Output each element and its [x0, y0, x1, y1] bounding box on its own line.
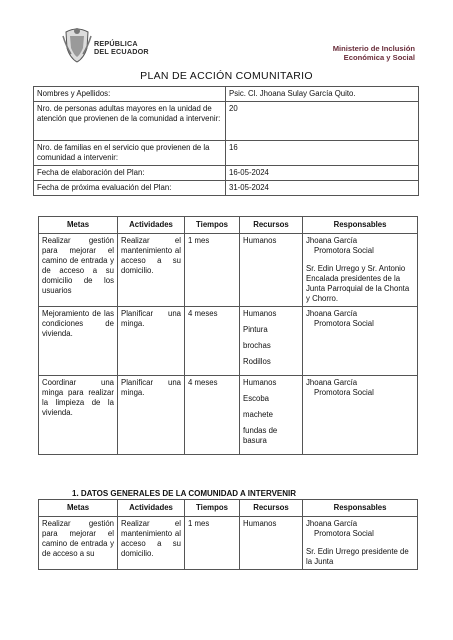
- header-metas: Metas: [39, 500, 118, 517]
- ministry-line-2: Económica y Social: [343, 53, 415, 62]
- document-title: PLAN DE ACCIÓN COMUNITARIO: [140, 70, 313, 82]
- meta-cell: Coordinar una minga para realizar la limpieza de la vivienda.: [39, 376, 118, 455]
- responsible-name: Jhoana García: [306, 519, 358, 528]
- plan-row: [39, 376, 418, 455]
- meta-cell: Realizar gestión para mejorar el camino de entrada y de acceso a su domicilio de los usuarios: [39, 234, 118, 307]
- page-header: [0, 0, 453, 68]
- meta-cell: Mejoramiento de las condiciones de vivienda.: [39, 307, 118, 376]
- responsible-role: Promotora Social: [314, 246, 374, 255]
- plan-header-row: [39, 217, 418, 234]
- community-plan-table: [38, 499, 418, 570]
- info-row: [34, 181, 419, 196]
- resources-cell: [240, 307, 303, 376]
- responsible-role: Promotora Social: [314, 529, 374, 538]
- info-row: [34, 166, 419, 181]
- action-plan-table: [38, 216, 418, 455]
- resource-item: Pintura: [243, 325, 268, 334]
- ministry-logo: [333, 44, 415, 62]
- responsible-other: Sr. Edin Urrego presidente de la Junta: [306, 547, 409, 566]
- responsible-other: Sr. Edin Urrego y Sr. Antonio Encalada presidentes de la Junta Parroquial de la Chonta y Chorro.: [306, 264, 410, 303]
- time-cell: 4 meses: [185, 307, 240, 376]
- info-label: Fecha de próxima evaluación del Plan:: [34, 181, 226, 196]
- resources-cell: Humanos: [240, 517, 303, 570]
- republic-logo: [62, 26, 152, 66]
- info-label: Nro. de familias en el servicio que provienen de la comunidad a intervenir:: [34, 141, 226, 166]
- info-value: 20: [226, 102, 419, 141]
- header-actividades: Actividades: [118, 217, 185, 234]
- coat-of-arms-icon: [62, 26, 92, 64]
- resource-item: brochas: [243, 341, 271, 350]
- header-metas: Metas: [39, 217, 118, 234]
- info-row: [34, 102, 419, 141]
- responsible-cell: [303, 517, 418, 570]
- meta-cell: Realizar gestión para mejorar el camino de entrada y de acceso a su: [39, 517, 118, 570]
- resources-cell: [240, 234, 303, 307]
- responsible-cell: [303, 307, 418, 376]
- header-responsables: Responsables: [303, 217, 418, 234]
- info-label: Fecha de elaboración del Plan:: [34, 166, 226, 181]
- resource-item: Humanos: [243, 378, 277, 387]
- responsible-name: Jhoana García: [306, 309, 358, 318]
- time-cell: 4 meses: [185, 376, 240, 455]
- resource-item: Humanos: [243, 309, 277, 318]
- republic-line-1: REPÚBLICA: [94, 39, 138, 48]
- plan-row: [39, 517, 418, 570]
- info-value: Psic. Cl. Jhoana Sulay García Quito.: [226, 87, 419, 102]
- info-value: 31-05-2024: [226, 181, 419, 196]
- resource-item: fundas de basura: [243, 426, 278, 445]
- time-cell: 1 mes: [185, 517, 240, 570]
- responsible-cell: [303, 234, 418, 307]
- ministry-line-1: Ministerio de Inclusión: [332, 44, 415, 53]
- header-tiempos: Tiempos: [185, 500, 240, 517]
- plan-row: [39, 234, 418, 307]
- info-row: [34, 87, 419, 102]
- plan-row: [39, 307, 418, 376]
- header-recursos: Recursos: [240, 500, 303, 517]
- activity-cell: Realizar el mantenimiento al acceso a su domicilio.: [118, 234, 185, 307]
- section-heading: 1. DATOS GENERALES DE LA COMUNIDAD A INTERVENIR: [72, 489, 297, 498]
- activity-cell: Planificar una minga.: [118, 307, 185, 376]
- responsible-name: Jhoana García: [306, 378, 358, 387]
- activity-cell: Planificar una minga.: [118, 376, 185, 455]
- responsible-role: Promotora Social: [314, 388, 374, 397]
- time-cell: 1 mes: [185, 234, 240, 307]
- info-label: Nombres y Apellidos:: [34, 87, 226, 102]
- plan-header-row: [39, 500, 418, 517]
- resources-cell: [240, 376, 303, 455]
- header-tiempos: Tiempos: [185, 217, 240, 234]
- activity-cell: Realizar el mantenimiento al acceso a su domicilio.: [118, 517, 185, 570]
- info-row: [34, 141, 419, 166]
- responsible-name: Jhoana García: [306, 236, 358, 245]
- resource-item: Escoba: [243, 394, 270, 403]
- header-recursos: Recursos: [240, 217, 303, 234]
- header-actividades: Actividades: [118, 500, 185, 517]
- resource-item: Rodillos: [243, 357, 271, 366]
- info-label: Nro. de personas adultas mayores en la unidad de atención que provienen de la comunidad a intervenir:: [34, 102, 226, 141]
- info-value: 16: [226, 141, 419, 166]
- republic-line-2: DEL ECUADOR: [94, 47, 149, 56]
- resource-item: machete: [243, 410, 273, 419]
- header-responsables: Responsables: [303, 500, 418, 517]
- info-value: 16-05-2024: [226, 166, 419, 181]
- info-table: [33, 86, 419, 196]
- responsible-cell: [303, 376, 418, 455]
- resource-item: Humanos: [243, 236, 277, 245]
- responsible-role: Promotora Social: [314, 319, 374, 328]
